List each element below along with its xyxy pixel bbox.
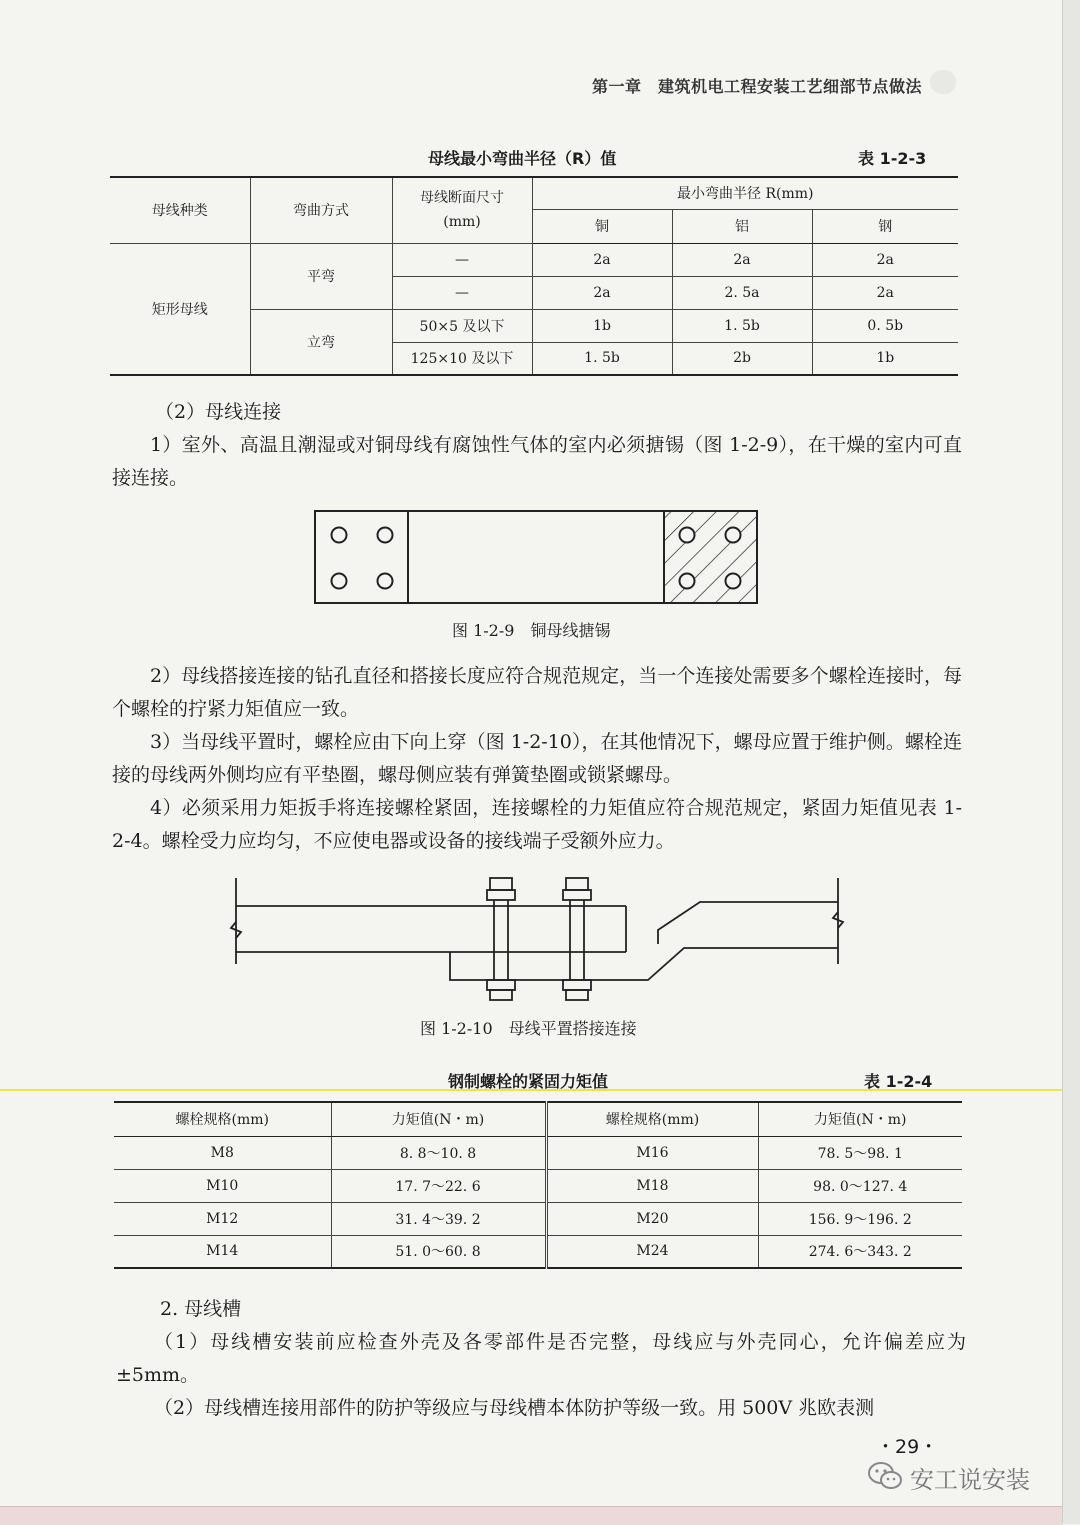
- table-min-bend-radius: [110, 176, 958, 376]
- section-heading-bus-duct: 2. 母线槽: [160, 1298, 242, 1320]
- cell-torque: 98. 0～127. 4: [758, 1169, 962, 1202]
- paragraph-item4: 4）必须采用力矩扳手将连接螺栓紧固，连接螺栓的力矩值应符合规范规定，紧固力矩值见表 1-2-4。螺栓受力应均匀，不应使电器或设备的接线端子受额外应力。: [112, 797, 962, 852]
- cell-aluminum: 2. 5a: [672, 276, 812, 309]
- cell-torque: 31. 4～39. 2: [331, 1202, 546, 1235]
- cell-aluminum: 2a: [672, 243, 812, 276]
- cell-bolt: M8: [114, 1136, 331, 1169]
- wechat-icon: [866, 1458, 906, 1494]
- cell-bolt: M12: [114, 1202, 331, 1235]
- page-edge-bottom: [0, 1506, 1062, 1525]
- cell-size: —: [392, 243, 532, 276]
- cell-bolt: M24: [546, 1235, 758, 1268]
- page-number: ・29・: [876, 1436, 939, 1458]
- cell-steel: 2a: [812, 243, 958, 276]
- header-bus-type: 母线种类: [110, 177, 250, 243]
- bend-vertical: 立弯: [250, 309, 392, 375]
- header-min-radius: 最小弯曲半径 R(mm): [532, 177, 958, 209]
- cell-bolt: M20: [546, 1202, 758, 1235]
- header-torque: 力矩值(N・m): [331, 1102, 546, 1136]
- paragraph-bus-duct-item1: （1）母线槽安装前应检查外壳及各零部件是否完整，母线应与外壳同心，允许偏差应为±5mm。: [116, 1331, 966, 1386]
- cell-bolt: M16: [546, 1136, 758, 1169]
- header-steel: 钢: [812, 209, 958, 243]
- cell-size: 125×10 及以下: [392, 342, 532, 375]
- header-section-size-label: 母线断面尺寸: [420, 190, 504, 207]
- watermark-text: 安工说安装: [910, 1466, 1030, 1494]
- header-bend-mode: 弯曲方式: [250, 177, 392, 243]
- page-edge-right: [1062, 0, 1080, 1524]
- table2-title: 钢制螺栓的紧固力矩值: [448, 1072, 609, 1091]
- header-copper: 铜: [532, 209, 672, 243]
- cell-copper: 1b: [532, 309, 672, 342]
- cell-torque: 51. 0～60. 8: [331, 1235, 546, 1268]
- cell-aluminum: 1. 5b: [672, 309, 812, 342]
- cell-copper: 2a: [532, 243, 672, 276]
- cell-aluminum: 2b: [672, 342, 812, 375]
- cell-copper: 1. 5b: [532, 342, 672, 375]
- paragraph-item2: 2）母线搭接连接的钻孔直径和搭接长度应符合规范规定，当一个连接处需要多个螺栓连接时，每个螺栓的拧紧力矩值应一致。: [112, 665, 962, 720]
- paragraph-bus-duct-item2: （2）母线槽连接用部件的防护等级应与母线槽本体防护等级一致。用 500V 兆欧表测: [154, 1397, 875, 1419]
- header-bolt-spec: 螺栓规格(mm): [546, 1102, 758, 1136]
- chapter-header: 第一章 建筑机电工程安装工艺细部节点做法: [592, 77, 923, 96]
- figure1-caption: 图 1-2-9 铜母线搪锡: [452, 621, 611, 640]
- cell-bolt: M14: [114, 1235, 331, 1268]
- cell-size: 50×5 及以下: [392, 309, 532, 342]
- bus-type-value: 矩形母线: [110, 243, 250, 375]
- table2-number: 表 1-2-4: [864, 1072, 933, 1091]
- header-logo-mark: [930, 70, 956, 94]
- cell-torque: 156. 9～196. 2: [758, 1202, 962, 1235]
- cell-torque: 17. 7～22. 6: [331, 1169, 546, 1202]
- cell-copper: 2a: [532, 276, 672, 309]
- bend-flat: 平弯: [250, 243, 392, 309]
- cell-bolt: M18: [546, 1169, 758, 1202]
- header-torque: 力矩值(N・m): [758, 1102, 962, 1136]
- cell-size: —: [392, 276, 532, 309]
- cell-torque: 78. 5～98. 1: [758, 1136, 962, 1169]
- cell-torque: 8. 8～10. 8: [331, 1136, 546, 1169]
- section-heading-bus-connection: （2）母线连接: [155, 401, 282, 423]
- cell-bolt: M10: [114, 1169, 331, 1202]
- cell-steel: 1b: [812, 342, 958, 375]
- header-section-unit: (mm): [443, 214, 481, 231]
- cell-torque: 274. 6～343. 2: [808, 1244, 912, 1261]
- table-bolt-torque: [114, 1101, 962, 1269]
- header-aluminum: 铝: [672, 209, 812, 243]
- table1-number: 表 1-2-3: [858, 149, 927, 168]
- paragraph-item3: 3）当母线平置时，螺栓应由下向上穿（图 1-2-10），在其他情况下，螺母应置于维护侧。螺栓连接的母线两外侧均应有平垫圈，螺母侧应装有弹簧垫圈或锁紧螺母。: [112, 731, 962, 786]
- figure-copper-bus-tinning: [312, 508, 762, 608]
- header-section-size: [392, 177, 532, 243]
- cell-steel: 0. 5b: [812, 309, 958, 342]
- header-bolt-spec: 螺栓规格(mm): [114, 1102, 331, 1136]
- figure-bus-flat-lap-connection: [228, 872, 850, 1007]
- table1-title: 母线最小弯曲半径（R）值: [428, 149, 617, 168]
- figure2-caption: 图 1-2-10 母线平置搭接连接: [420, 1019, 637, 1038]
- cell-steel: 2a: [812, 276, 958, 309]
- paragraph-item1: 1）室外、高温且潮湿或对铜母线有腐蚀性气体的室内必须搪锡（图 1-2-9），在干燥的室内可直接连接。: [112, 434, 962, 489]
